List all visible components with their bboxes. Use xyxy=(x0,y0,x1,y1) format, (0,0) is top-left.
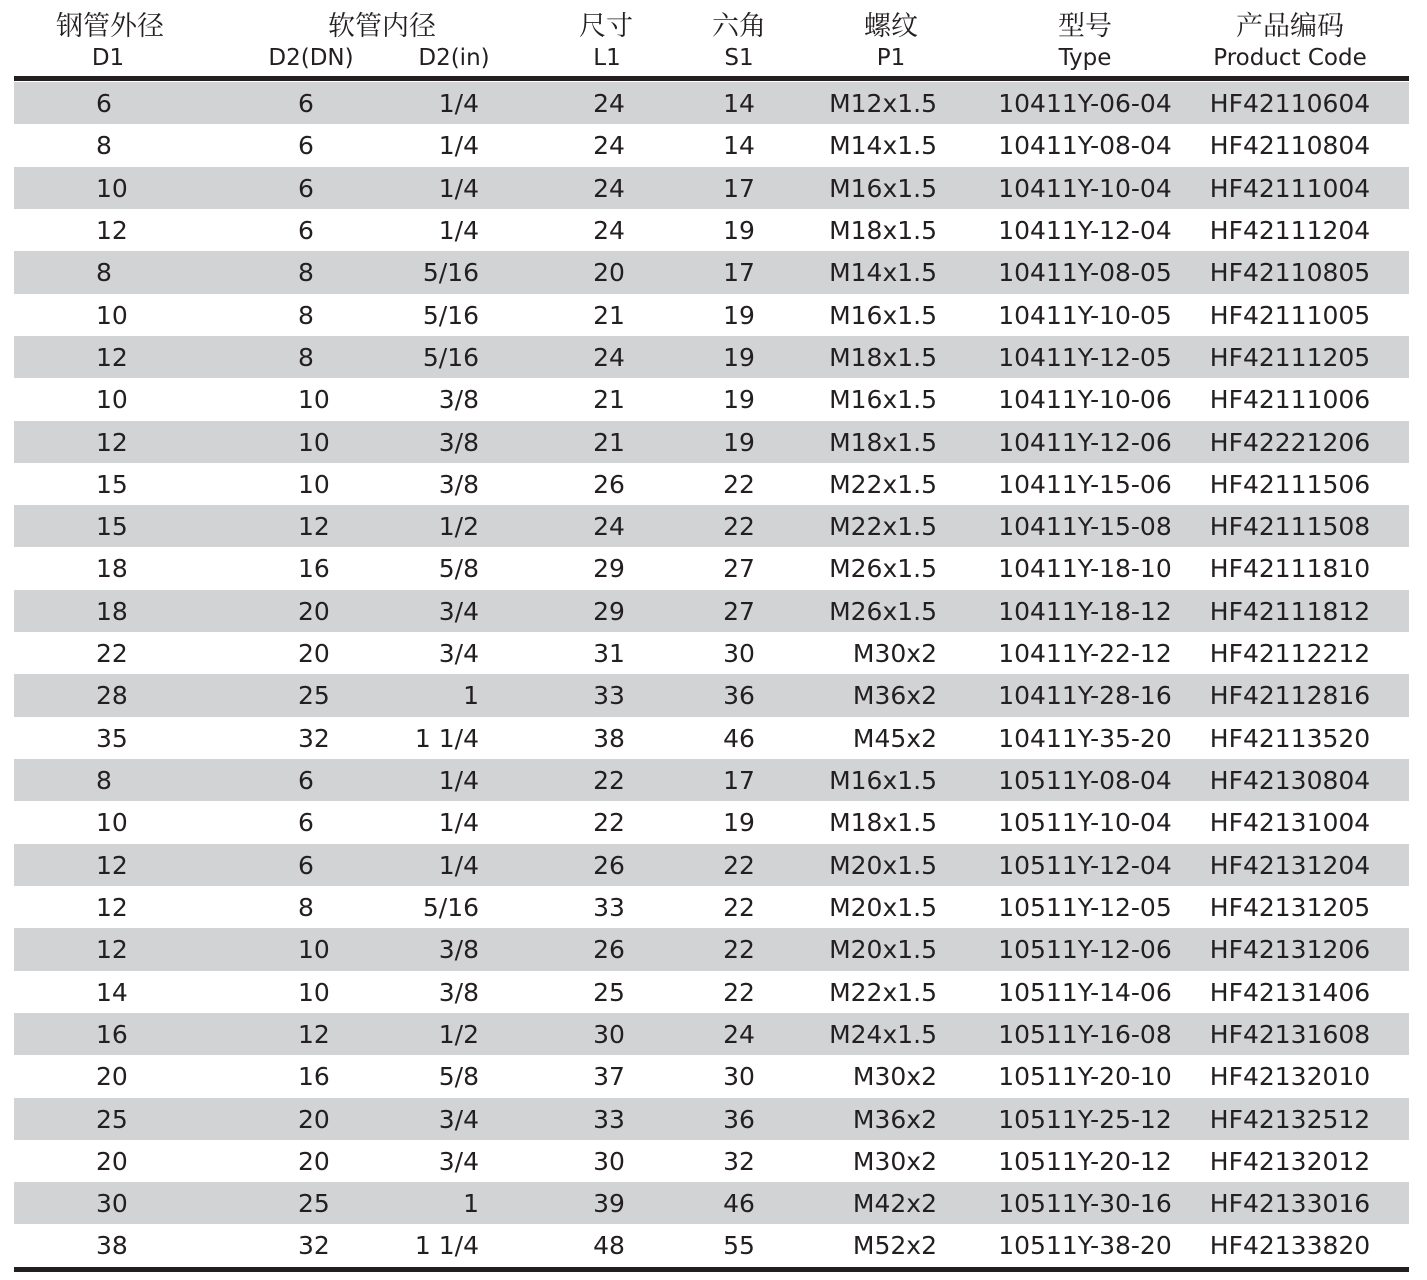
cell-type: 10511Y-20-12 xyxy=(998,1146,1172,1176)
cell-p1: M36x2 xyxy=(852,1104,937,1134)
cell-code: HF42131204 xyxy=(1209,850,1371,880)
cell-d2in: 1/4 xyxy=(438,215,479,245)
cell-d2in: 1/4 xyxy=(438,766,479,795)
cell-type: 10411Y-15-08 xyxy=(998,512,1172,542)
table-row xyxy=(14,1098,1409,1140)
cell-d1: 20 xyxy=(96,1062,128,1092)
cell-l1: 24 xyxy=(593,89,625,118)
cell-type: 10511Y-10-04 xyxy=(998,808,1172,838)
cell-type: 10411Y-12-04 xyxy=(998,215,1172,245)
cell-p1: M16x1.5 xyxy=(829,173,937,203)
table-row xyxy=(14,82,1409,124)
cell-p1: M52x2 xyxy=(852,1231,937,1261)
cell-type: 10511Y-16-08 xyxy=(998,1019,1172,1049)
cell-l1: 22 xyxy=(593,808,625,838)
cell-d2in: 3/8 xyxy=(438,935,479,965)
table-row xyxy=(14,463,1409,505)
cell-p1: M18x1.5 xyxy=(829,342,937,372)
table-row xyxy=(14,886,1409,928)
cell-s1: 32 xyxy=(723,1146,755,1176)
cell-s1: 46 xyxy=(723,723,755,753)
cell-l1: 31 xyxy=(593,639,625,669)
table-header xyxy=(0,0,1427,78)
table-row xyxy=(14,294,1409,336)
cell-type: 10411Y-35-20 xyxy=(998,723,1172,753)
cell-d1: 14 xyxy=(96,977,128,1007)
cell-p1: M45x2 xyxy=(852,723,937,753)
cell-d1: 10 xyxy=(96,808,128,838)
cell-l1: 24 xyxy=(593,512,625,542)
table-row xyxy=(14,336,1409,378)
cell-code: HF42110804 xyxy=(1209,131,1371,161)
cell-d1: 8 xyxy=(96,258,112,288)
cell-d1: 12 xyxy=(96,850,128,880)
cell-s1: 14 xyxy=(723,89,755,118)
cell-s1: 19 xyxy=(723,342,755,372)
header-l1-en: L1 xyxy=(593,45,621,71)
table-row xyxy=(14,1013,1409,1055)
cell-d2in: 3/4 xyxy=(438,1146,479,1176)
table-row xyxy=(14,1182,1409,1224)
cell-code: HF42111005 xyxy=(1209,300,1371,330)
table-row xyxy=(14,421,1409,463)
cell-d2in: 3/8 xyxy=(438,977,479,1007)
cell-l1: 24 xyxy=(593,215,625,245)
cell-code: HF42133820 xyxy=(1209,1231,1371,1261)
header-type-en: Type xyxy=(1058,45,1112,71)
cell-d1: 16 xyxy=(96,1019,128,1049)
cell-p1: M16x1.5 xyxy=(829,385,937,415)
cell-p1: M16x1.5 xyxy=(829,300,937,330)
table-row xyxy=(14,1140,1409,1182)
cell-s1: 19 xyxy=(723,215,755,245)
cell-d2dn: 10 xyxy=(298,469,330,499)
cell-p1: M36x2 xyxy=(852,681,937,711)
cell-l1: 39 xyxy=(593,1189,625,1219)
cell-s1: 19 xyxy=(723,385,755,415)
cell-code: HF42132012 xyxy=(1209,1146,1371,1176)
cell-d2in: 1/2 xyxy=(438,1019,479,1049)
cell-type: 10411Y-22-12 xyxy=(998,639,1172,669)
cell-type: 10511Y-08-04 xyxy=(998,766,1172,795)
cell-code: HF42221206 xyxy=(1209,427,1371,457)
header-d1-zh: 钢管外径 xyxy=(56,11,164,42)
cell-l1: 30 xyxy=(593,1019,625,1049)
cell-code: HF42111812 xyxy=(1209,596,1371,626)
table-row xyxy=(14,844,1409,886)
cell-d1: 10 xyxy=(96,385,128,415)
cell-code: HF42111004 xyxy=(1209,173,1371,203)
cell-d1: 38 xyxy=(96,1231,128,1261)
cell-d2dn: 32 xyxy=(298,1231,330,1261)
cell-type: 10411Y-12-05 xyxy=(998,342,1172,372)
cell-l1: 33 xyxy=(593,1104,625,1134)
header-s1-en: S1 xyxy=(724,45,754,71)
cell-s1: 19 xyxy=(723,427,755,457)
cell-d2in: 1/4 xyxy=(438,850,479,880)
cell-d1: 15 xyxy=(96,469,128,499)
cell-l1: 29 xyxy=(593,554,625,584)
cell-l1: 48 xyxy=(593,1231,625,1261)
cell-s1: 30 xyxy=(723,1062,755,1092)
cell-d2in: 5/16 xyxy=(422,258,479,288)
cell-d2dn: 10 xyxy=(298,427,330,457)
cell-code: HF42112212 xyxy=(1209,639,1371,669)
table-row xyxy=(14,547,1409,589)
cell-d1: 12 xyxy=(96,342,128,372)
cell-d1: 20 xyxy=(96,1146,128,1176)
table-row xyxy=(14,717,1409,759)
cell-d1: 15 xyxy=(96,512,128,542)
cell-d2in: 3/4 xyxy=(438,1104,479,1134)
cell-type: 10411Y-06-04 xyxy=(998,89,1172,118)
cell-d2in: 1/4 xyxy=(438,173,479,203)
table-body xyxy=(14,82,1409,1267)
cell-code: HF42111204 xyxy=(1209,215,1371,245)
cell-d2in: 1 xyxy=(463,681,479,711)
cell-d2dn: 32 xyxy=(298,723,330,753)
cell-s1: 22 xyxy=(723,935,755,965)
cell-p1: M20x1.5 xyxy=(829,892,937,922)
cell-type: 10511Y-12-05 xyxy=(998,892,1172,922)
cell-s1: 19 xyxy=(723,300,755,330)
header-code-zh: 产品编码 xyxy=(1236,11,1344,42)
cell-p1: M22x1.5 xyxy=(829,469,937,499)
header-d2dn-en: D2(DN) xyxy=(268,45,354,71)
cell-type: 10411Y-12-06 xyxy=(998,427,1172,457)
table-row xyxy=(14,632,1409,674)
cell-type: 10411Y-10-06 xyxy=(998,385,1172,415)
header-p1-zh: 螺纹 xyxy=(864,11,918,42)
cell-d2dn: 20 xyxy=(298,1146,330,1176)
header-rule xyxy=(14,76,1409,81)
cell-p1: M30x2 xyxy=(852,639,937,669)
cell-code: HF42133016 xyxy=(1209,1189,1371,1219)
cell-d1: 6 xyxy=(96,89,112,118)
cell-code: HF42131608 xyxy=(1209,1019,1371,1049)
header-p1-en: P1 xyxy=(876,45,906,71)
table-row xyxy=(14,1224,1409,1266)
table-row xyxy=(14,209,1409,251)
cell-d2in: 1/4 xyxy=(438,808,479,838)
cell-d2in: 1 1/4 xyxy=(414,1231,479,1261)
cell-p1: M14x1.5 xyxy=(829,131,937,161)
cell-d2dn: 10 xyxy=(298,935,330,965)
header-d2in-en: D2(in) xyxy=(418,45,490,71)
cell-d1: 10 xyxy=(96,173,128,203)
cell-code: HF42111810 xyxy=(1209,554,1371,584)
cell-p1: M12x1.5 xyxy=(829,89,937,118)
cell-l1: 26 xyxy=(593,935,625,965)
table-row xyxy=(14,251,1409,293)
cell-l1: 26 xyxy=(593,850,625,880)
cell-d1: 8 xyxy=(96,766,112,795)
cell-d1: 25 xyxy=(96,1104,128,1134)
cell-p1: M16x1.5 xyxy=(829,766,937,795)
cell-p1: M26x1.5 xyxy=(829,554,937,584)
cell-d1: 18 xyxy=(96,596,128,626)
cell-code: HF42131004 xyxy=(1209,808,1371,838)
header-d1-en: D1 xyxy=(91,45,125,71)
table-row xyxy=(14,124,1409,166)
cell-s1: 24 xyxy=(723,1019,755,1049)
table-row xyxy=(14,590,1409,632)
cell-d2in: 1/4 xyxy=(438,131,479,161)
cell-l1: 20 xyxy=(593,258,625,288)
bottom-rule xyxy=(14,1267,1409,1272)
cell-d2dn: 6 xyxy=(298,173,314,203)
cell-d2dn: 20 xyxy=(298,596,330,626)
cell-l1: 22 xyxy=(593,766,625,795)
cell-l1: 21 xyxy=(593,427,625,457)
cell-d2dn: 6 xyxy=(298,850,314,880)
cell-l1: 29 xyxy=(593,596,625,626)
cell-p1: M18x1.5 xyxy=(829,427,937,457)
cell-code: HF42132512 xyxy=(1209,1104,1371,1134)
cell-code: HF42113520 xyxy=(1209,723,1371,753)
cell-d2dn: 25 xyxy=(298,1189,330,1219)
cell-d1: 30 xyxy=(96,1189,128,1219)
cell-s1: 27 xyxy=(723,596,755,626)
cell-d2dn: 8 xyxy=(298,258,314,288)
cell-d2dn: 8 xyxy=(298,892,314,922)
cell-d1: 18 xyxy=(96,554,128,584)
table-row xyxy=(14,928,1409,970)
cell-l1: 24 xyxy=(593,131,625,161)
table-row xyxy=(14,378,1409,420)
cell-l1: 38 xyxy=(593,723,625,753)
cell-d2dn: 16 xyxy=(298,1062,330,1092)
cell-d2dn: 8 xyxy=(298,300,314,330)
cell-d2dn: 20 xyxy=(298,639,330,669)
cell-s1: 30 xyxy=(723,639,755,669)
cell-code: HF42132010 xyxy=(1209,1062,1371,1092)
cell-s1: 17 xyxy=(723,766,755,795)
cell-d1: 10 xyxy=(96,300,128,330)
table-row xyxy=(14,801,1409,843)
table-row xyxy=(14,971,1409,1013)
cell-code: HF42131205 xyxy=(1209,892,1371,922)
cell-d2in: 1 1/4 xyxy=(414,723,479,753)
table-row xyxy=(14,1055,1409,1097)
cell-d1: 12 xyxy=(96,935,128,965)
cell-type: 10411Y-08-05 xyxy=(998,258,1172,288)
cell-code: HF42111205 xyxy=(1209,342,1371,372)
cell-l1: 21 xyxy=(593,385,625,415)
cell-s1: 36 xyxy=(723,681,755,711)
cell-s1: 36 xyxy=(723,1104,755,1134)
cell-code: HF42111506 xyxy=(1209,469,1371,499)
cell-type: 10411Y-10-04 xyxy=(998,173,1172,203)
cell-p1: M18x1.5 xyxy=(829,215,937,245)
cell-d2dn: 25 xyxy=(298,681,330,711)
cell-d1: 12 xyxy=(96,427,128,457)
cell-type: 10511Y-25-12 xyxy=(998,1104,1172,1134)
cell-s1: 22 xyxy=(723,977,755,1007)
cell-type: 10411Y-18-10 xyxy=(998,554,1172,584)
cell-p1: M22x1.5 xyxy=(829,512,937,542)
cell-d2in: 5/8 xyxy=(438,554,479,584)
header-hose-zh: 软管内径 xyxy=(328,11,436,42)
cell-type: 10511Y-20-10 xyxy=(998,1062,1172,1092)
cell-s1: 17 xyxy=(723,258,755,288)
cell-d1: 22 xyxy=(96,639,128,669)
cell-d2dn: 6 xyxy=(298,215,314,245)
cell-code: HF42111508 xyxy=(1209,512,1371,542)
cell-d1: 28 xyxy=(96,681,128,711)
cell-d2in: 5/16 xyxy=(422,342,479,372)
header-type-zh: 型号 xyxy=(1058,11,1112,42)
header-s1-zh: 六角 xyxy=(712,11,766,42)
cell-d2dn: 10 xyxy=(298,977,330,1007)
table-row xyxy=(14,167,1409,209)
cell-d2in: 3/8 xyxy=(438,385,479,415)
cell-code: HF42131206 xyxy=(1209,935,1371,965)
cell-p1: M26x1.5 xyxy=(829,596,937,626)
cell-p1: M22x1.5 xyxy=(829,977,937,1007)
cell-type: 10411Y-15-06 xyxy=(998,469,1172,499)
cell-p1: M14x1.5 xyxy=(829,258,937,288)
cell-d2in: 5/16 xyxy=(422,892,479,922)
cell-d2dn: 6 xyxy=(298,131,314,161)
cell-s1: 55 xyxy=(723,1231,755,1261)
cell-l1: 24 xyxy=(593,342,625,372)
cell-s1: 22 xyxy=(723,469,755,499)
cell-p1: M30x2 xyxy=(852,1146,937,1176)
cell-d1: 8 xyxy=(96,131,112,161)
cell-d2dn: 6 xyxy=(298,89,314,118)
cell-d2in: 3/8 xyxy=(438,427,479,457)
cell-d2in: 5/8 xyxy=(438,1062,479,1092)
cell-d2in: 3/4 xyxy=(438,639,479,669)
cell-code: HF42112816 xyxy=(1209,681,1371,711)
cell-code: HF42110805 xyxy=(1209,258,1371,288)
cell-p1: M24x1.5 xyxy=(829,1019,937,1049)
cell-p1: M20x1.5 xyxy=(829,850,937,880)
table-row xyxy=(14,505,1409,547)
cell-d2in: 1/4 xyxy=(438,89,479,118)
cell-l1: 33 xyxy=(593,681,625,711)
cell-p1: M20x1.5 xyxy=(829,935,937,965)
cell-code: HF42110604 xyxy=(1209,89,1371,118)
cell-type: 10411Y-10-05 xyxy=(998,300,1172,330)
cell-type: 10511Y-38-20 xyxy=(998,1231,1172,1261)
cell-type: 10511Y-12-04 xyxy=(998,850,1172,880)
cell-code: HF42131406 xyxy=(1209,977,1371,1007)
cell-l1: 24 xyxy=(593,173,625,203)
cell-l1: 37 xyxy=(593,1062,625,1092)
cell-l1: 21 xyxy=(593,300,625,330)
cell-code: HF42111006 xyxy=(1209,385,1371,415)
cell-p1: M18x1.5 xyxy=(829,808,937,838)
cell-d2dn: 20 xyxy=(298,1104,330,1134)
table-row xyxy=(14,674,1409,716)
cell-d2in: 1/2 xyxy=(438,512,479,542)
cell-s1: 14 xyxy=(723,131,755,161)
cell-code: HF42130804 xyxy=(1209,766,1371,795)
cell-d2dn: 16 xyxy=(298,554,330,584)
header-l1-zh: 尺寸 xyxy=(579,11,633,42)
cell-s1: 22 xyxy=(723,850,755,880)
cell-d2dn: 6 xyxy=(298,766,314,795)
cell-type: 10511Y-30-16 xyxy=(998,1189,1172,1219)
cell-s1: 46 xyxy=(723,1189,755,1219)
cell-d2in: 1 xyxy=(463,1189,479,1219)
cell-d2dn: 8 xyxy=(298,342,314,372)
cell-d1: 35 xyxy=(96,723,128,753)
cell-d2dn: 12 xyxy=(298,512,330,542)
cell-s1: 22 xyxy=(723,892,755,922)
cell-s1: 27 xyxy=(723,554,755,584)
cell-d2in: 3/4 xyxy=(438,596,479,626)
cell-d2in: 5/16 xyxy=(422,300,479,330)
cell-d1: 12 xyxy=(96,892,128,922)
cell-type: 10411Y-08-04 xyxy=(998,131,1172,161)
cell-s1: 22 xyxy=(723,512,755,542)
cell-d2dn: 6 xyxy=(298,808,314,838)
cell-s1: 17 xyxy=(723,173,755,203)
table-row xyxy=(14,759,1409,801)
cell-type: 10511Y-14-06 xyxy=(998,977,1172,1007)
cell-p1: M30x2 xyxy=(852,1062,937,1092)
cell-l1: 25 xyxy=(593,977,625,1007)
cell-d2dn: 10 xyxy=(298,385,330,415)
cell-type: 10411Y-28-16 xyxy=(998,681,1172,711)
cell-p1: M42x2 xyxy=(852,1189,937,1219)
cell-d2dn: 12 xyxy=(298,1019,330,1049)
cell-l1: 30 xyxy=(593,1146,625,1176)
cell-type: 10411Y-18-12 xyxy=(998,596,1172,626)
cell-l1: 33 xyxy=(593,892,625,922)
cell-type: 10511Y-12-06 xyxy=(998,935,1172,965)
cell-d2in: 3/8 xyxy=(438,469,479,499)
cell-l1: 26 xyxy=(593,469,625,499)
cell-s1: 19 xyxy=(723,808,755,838)
header-code-en: Product Code xyxy=(1213,45,1367,71)
cell-d1: 12 xyxy=(96,215,128,245)
